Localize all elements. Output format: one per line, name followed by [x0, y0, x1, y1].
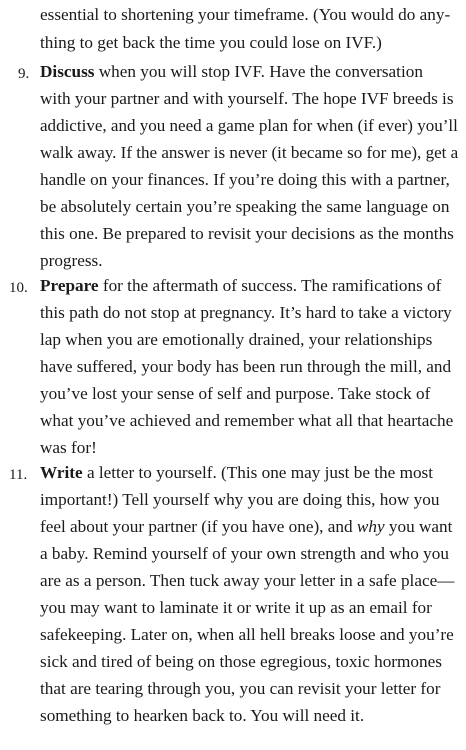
list-item-line: with your partner and with yourself. The hope IVF breeds is: [40, 89, 454, 108]
lead-in-line: essential to shortening your timeframe. (You would do any-: [40, 5, 451, 24]
list-item-line: progress.: [40, 251, 103, 270]
list-item-first-line: [40, 59, 423, 85]
list-item-line: was for!: [40, 438, 97, 457]
list-item-line: something to hearken back to. You will need it.: [40, 706, 365, 725]
list-item-line: have suffered, your body has been run through the mill, and: [40, 357, 452, 376]
list-item-line: a baby. Remind yourself of your own strength and who you: [40, 544, 449, 563]
list-item-line: you may want to laminate it or write it up as an email for: [40, 598, 432, 617]
list-item-first-line: [40, 460, 433, 486]
item-keyword: Discuss: [40, 62, 95, 81]
item-text: a letter to yourself. (This one may just be the most: [82, 463, 433, 482]
list-item-line: what you’ve achieved and remember what all that heartache: [40, 411, 454, 430]
item-number: 9.: [18, 66, 30, 82]
item-number: 10.: [9, 280, 28, 296]
item-keyword: Prepare: [40, 276, 99, 295]
list-item-first-line: [40, 273, 441, 299]
item-keyword: Write: [40, 463, 83, 482]
item-text: feel about your partner (if you have one), and: [40, 517, 357, 536]
lead-in-line: thing to get back the time you could lose on IVF.): [40, 33, 382, 52]
item-text: when you will stop IVF. Have the conversation: [94, 62, 423, 81]
list-item-line: walk away. If the answer is never (it became so for me), get a: [40, 143, 459, 162]
list-item-line: be absolutely certain you’re speaking the same language on: [40, 197, 450, 216]
emphasis-text: why: [356, 517, 385, 536]
list-item-line: this path do not stop at pregnancy. It’s hard to take a victory: [40, 303, 452, 322]
list-item-line: that are tearing through you, you can revisit your letter for: [40, 679, 441, 698]
item-number: 11.: [9, 467, 28, 483]
item-text: you want: [384, 517, 453, 536]
list-item-line: lap when you are emotionally drained, your relationships: [40, 330, 433, 349]
list-item-line: sick and tired of being on those egregious, toxic hormones: [40, 652, 442, 671]
list-item-line: are as a person. Then tuck away your letter in a safe place—: [40, 571, 455, 590]
list-item-line: you’ve lost your sense of self and purpose. Take stock of: [40, 384, 431, 403]
list-item-line: safekeeping. Later on, when all hell breaks loose and you’re: [40, 625, 454, 644]
list-item-line: handle on your finances. If you’re doing this with a partner,: [40, 170, 450, 189]
list-item-line: [40, 514, 452, 540]
item-text: for the aftermath of success. The ramifications of: [98, 276, 442, 295]
list-item-line: important!) Tell yourself why you are doing this, how you: [40, 490, 440, 509]
list-item-line: addictive, and you need a game plan for when (if ever) you’ll: [40, 116, 458, 135]
list-item-line: this one. Be prepared to revisit your decisions as the months: [40, 224, 454, 243]
